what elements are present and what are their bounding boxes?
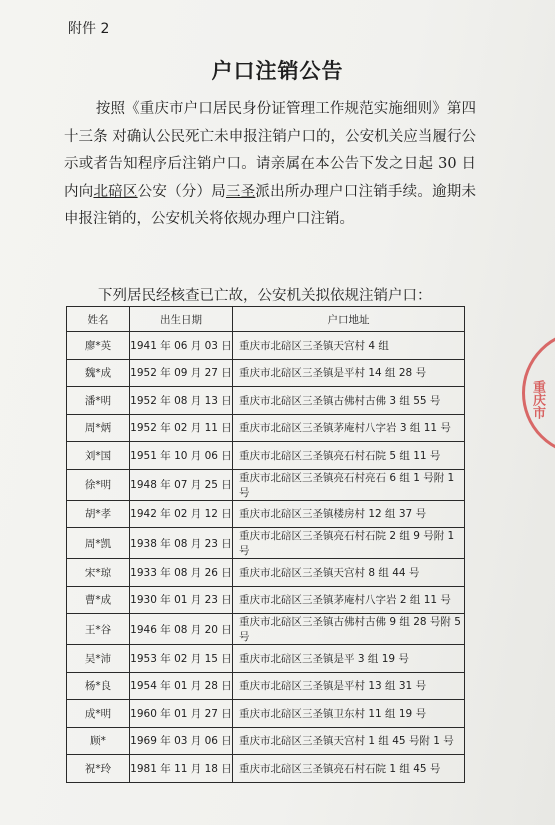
header-address: 户口地址: [233, 307, 465, 332]
cell-birth-date: 1942 年 02 月 12 日: [130, 500, 233, 528]
cell-birth-date: 1946 年 08 月 20 日: [130, 614, 233, 645]
cell-name: 周*炳: [67, 414, 130, 442]
cell-name: 徐*明: [67, 469, 130, 500]
document-title: 户口注销公告: [211, 59, 344, 83]
cell-birth-date: 1954 年 01 月 28 日: [130, 672, 233, 700]
cell-name: 杨*良: [67, 672, 130, 700]
cell-birth-date: 1953 年 02 月 15 日: [130, 645, 233, 673]
cell-address: 重庆市北碚区三圣镇是平 3 组 19 号: [233, 645, 465, 673]
cell-name: 吴*沛: [67, 645, 130, 673]
cell-name: 王*谷: [67, 614, 130, 645]
cell-address: 重庆市北碚区三圣镇天宫村 8 组 44 号: [233, 559, 465, 587]
cell-address: 重庆市北碚区三圣镇亮石村石院 5 组 11 号: [233, 442, 465, 470]
cell-address: 重庆市北碚区三圣镇天宫村 4 组: [233, 332, 465, 360]
cell-address: 重庆市北碚区三圣镇是平村 13 组 31 号: [233, 672, 465, 700]
station-name: 三圣: [225, 183, 256, 200]
cell-birth-date: 1952 年 09 月 27 日: [130, 359, 233, 387]
cell-name: 刘*国: [67, 442, 130, 470]
cell-birth-date: 1951 年 10 月 06 日: [130, 442, 233, 470]
table-row: [67, 700, 465, 728]
cell-name: 魏*成: [67, 359, 130, 387]
table-row: [67, 500, 465, 528]
table-row: [67, 528, 465, 559]
cell-address: 重庆市北碚区三圣镇亮石村石院 1 组 45 号: [233, 755, 465, 783]
cell-address: 重庆市北碚区三圣镇亮石村亮石 6 组 1 号附 1 号: [233, 469, 465, 500]
cell-birth-date: 1952 年 02 月 11 日: [130, 414, 233, 442]
table-row: [67, 727, 465, 755]
table-row: [67, 387, 465, 415]
deceased-residents-table: [66, 306, 465, 783]
attachment-label: 附件 2: [68, 21, 110, 37]
cell-birth-date: 1969 年 03 月 06 日: [130, 727, 233, 755]
cell-name: 周*凯: [67, 528, 130, 559]
table-row: [67, 755, 465, 783]
notice-body-part3: 派出所办理户口注销手续。逾期未申报注销的，公安机关将依规办理户口注销。: [64, 183, 477, 227]
cell-name: 祝*玲: [67, 755, 130, 783]
table-row: [67, 672, 465, 700]
cell-address: 重庆市北碚区三圣镇楼房村 12 组 37 号: [233, 500, 465, 528]
cell-birth-date: 1960 年 01 月 27 日: [130, 700, 233, 728]
cell-address: 重庆市北碚区三圣镇古佛村古佛 9 组 28 号附 5 号: [233, 614, 465, 645]
cell-birth-date: 1941 年 06 月 03 日: [130, 332, 233, 360]
table-intro: 下列居民经核查已亡故，公安机关拟依规注销户口：: [98, 288, 432, 304]
cell-birth-date: 1930 年 01 月 23 日: [130, 586, 233, 614]
cell-name: 宋*琼: [67, 559, 130, 587]
cell-address: 重庆市北碚区三圣镇茅庵村八字岩 2 组 11 号: [233, 586, 465, 614]
cell-birth-date: 1981 年 11 月 18 日: [130, 755, 233, 783]
cell-address: 重庆市北碚区三圣镇亮石村石院 2 组 9 号附 1 号: [233, 528, 465, 559]
cell-address: 重庆市北碚区三圣镇是平村 14 组 28 号: [233, 359, 465, 387]
cell-address: 重庆市北碚区三圣镇卫东村 11 组 19 号: [233, 700, 465, 728]
table-row: [67, 645, 465, 673]
notice-body-part2: 公安（分）局: [137, 183, 226, 200]
cell-name: 成*明: [67, 700, 130, 728]
cell-name: 廖*英: [67, 332, 130, 360]
table-row: [67, 414, 465, 442]
cell-birth-date: 1948 年 07 月 25 日: [130, 469, 233, 500]
table-row: [67, 332, 465, 360]
cell-name: 潘*明: [67, 387, 130, 415]
cell-name: 顾*: [67, 727, 130, 755]
cell-address: 重庆市北碚区三圣镇天宫村 1 组 45 号附 1 号: [233, 727, 465, 755]
official-seal-text: 重庆市: [530, 380, 545, 419]
cell-birth-date: 1938 年 08 月 23 日: [130, 528, 233, 559]
table-row: [67, 559, 465, 587]
cell-address: 重庆市北碚区三圣镇茅庵村八字岩 3 组 11 号: [233, 414, 465, 442]
header-name: 姓名: [67, 307, 130, 332]
cell-birth-date: 1933 年 08 月 26 日: [130, 559, 233, 587]
cell-birth-date: 1952 年 08 月 13 日: [130, 387, 233, 415]
table-row: [67, 359, 465, 387]
cell-address: 重庆市北碚区三圣镇古佛村古佛 3 组 55 号: [233, 387, 465, 415]
header-birth-date: 出生日期: [130, 307, 233, 332]
notice-body-part1: 按照《重庆市户口居民身份证管理工作规范实施细则》第四十三条 对确认公民死亡未申报注销户口的，公安机关应当履行公示或者告知程序后注销户口。请亲属在本公告下发之日起 30 日内向: [64, 101, 476, 200]
cell-name: 曹*成: [67, 586, 130, 614]
cell-name: 胡*孝: [67, 500, 130, 528]
table-row: [67, 586, 465, 614]
notice-body: [64, 96, 476, 234]
district-name: 北碚区: [93, 183, 138, 200]
table-row: [67, 614, 465, 645]
table-row: [67, 442, 465, 470]
table-row: [67, 469, 465, 500]
table-header-row: [67, 307, 465, 332]
